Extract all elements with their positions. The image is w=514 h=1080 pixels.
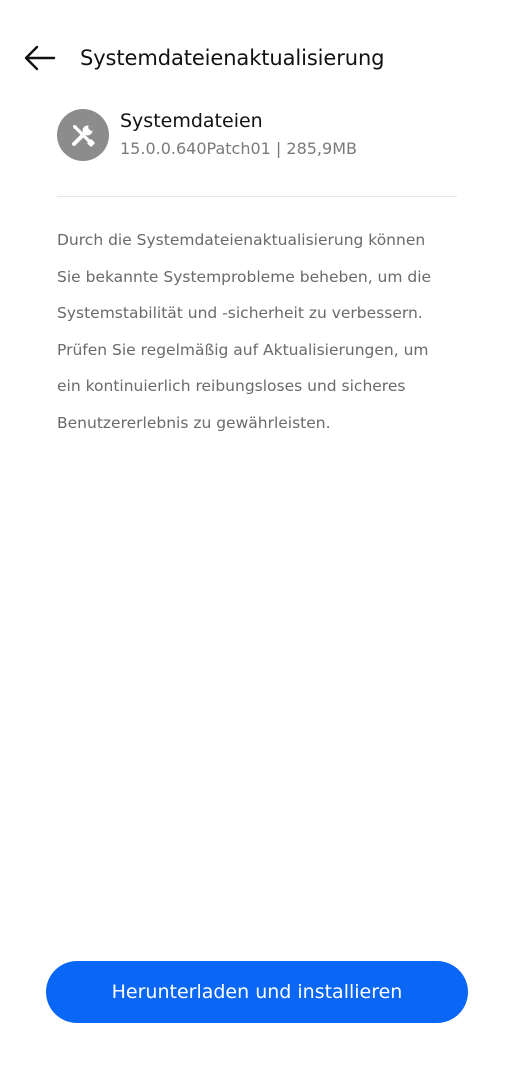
description-line: Benutzererlebnis zu gewährleisten. xyxy=(57,413,331,432)
page-title: Systemdateienaktualisierung xyxy=(80,46,385,70)
package-version-size: 15.0.0.640Patch01 | 285,9MB xyxy=(120,139,357,158)
description-text xyxy=(57,222,457,442)
package-info xyxy=(57,104,457,168)
tools-icon xyxy=(57,109,109,161)
description-line: Sie bekannte Systemprobleme beheben, um die xyxy=(57,267,432,286)
arrow-left-icon xyxy=(24,45,56,71)
divider xyxy=(57,196,457,197)
back-button[interactable] xyxy=(20,40,60,76)
header xyxy=(0,30,514,86)
package-name: Systemdateien xyxy=(120,110,263,132)
description-line: Systemstabilität und -sicherheit zu verbessern. xyxy=(57,304,423,323)
description-line: Durch die Systemdateienaktualisierung können xyxy=(57,231,426,249)
download-and-install-button[interactable]: Herunterladen und installieren xyxy=(46,961,468,1023)
description-line: ein kontinuierlich reibungsloses und sicheres xyxy=(57,377,406,396)
description-line: Prüfen Sie regelmäßig auf Aktualisierungen, um xyxy=(57,340,429,359)
